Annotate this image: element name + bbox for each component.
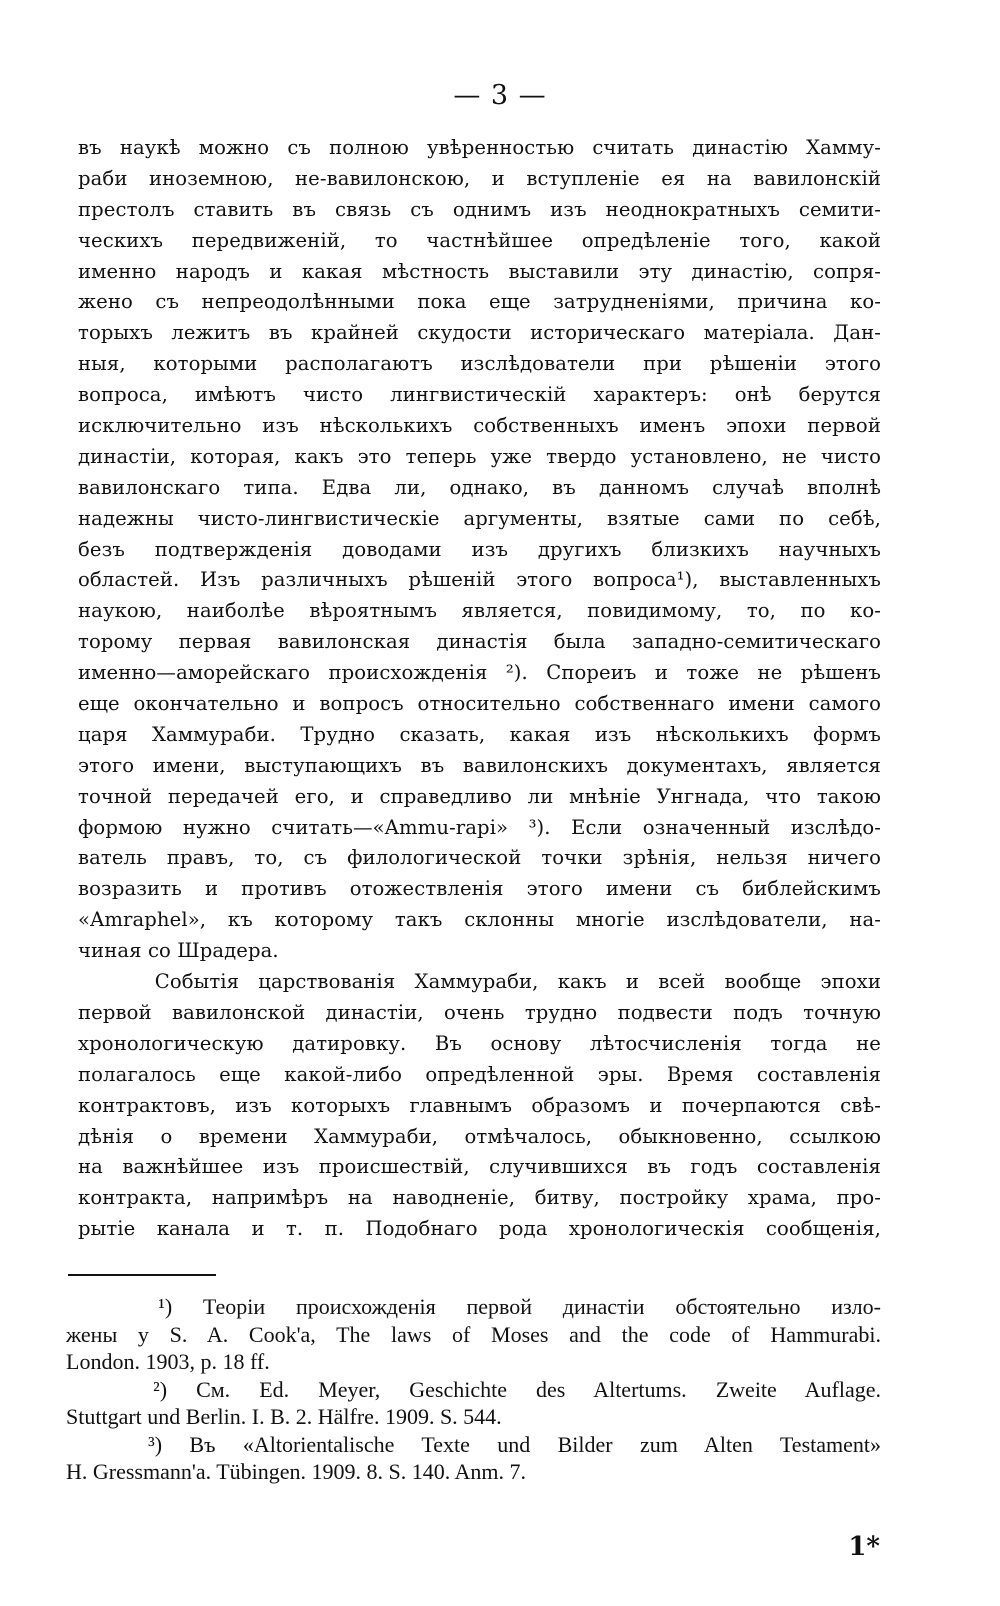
footnote-line: ¹) Теоріи происхожденія первой династіи обстоятельно изло- — [66, 1294, 881, 1319]
text-line: вавилонскаго типа. Едва ли, однако, въ данномъ случаѣ вполнѣ — [78, 475, 881, 499]
text-line: вопроса, имѣютъ чисто лингвистическій характеръ: онѣ берутся — [78, 383, 881, 407]
text-line: формою нужно считать—«Ammu-rapi» ³). Если означенный изслѣдо- — [78, 815, 881, 839]
text-line: ческихъ передвиженій, то частнѣйшее опредѣленіе того, какой — [78, 228, 881, 252]
text-line: исключительно изъ нѣсколькихъ собственныхъ именъ эпохи первой — [78, 414, 881, 438]
text-line: «Amraphel», къ которому такъ склонны многіе изслѣдователи, на- — [78, 908, 881, 932]
footnote-line: London. 1903, p. 18 ff. — [66, 1349, 270, 1374]
text-line: контрактовъ, изъ которыхъ главнымъ образомъ и почерпаются свѣ- — [78, 1093, 881, 1117]
text-line: династіи, которая, какъ это теперь уже твердо установлено, не чисто — [78, 444, 881, 468]
page-number: — 3 — — [453, 80, 547, 111]
footnote-line: Stuttgart und Berlin. I. B. 2. Hälfre. 1909. S. 544. — [66, 1404, 502, 1429]
text-line: первой вавилонской династіи, очень трудно подвести подъ точную — [78, 1000, 881, 1024]
text-line: ныя, которыми располагаютъ изслѣдователи при рѣшеніи этого — [78, 352, 881, 376]
text-line: Событія царствованія Хаммураби, какъ и всей вообще эпохи — [78, 970, 881, 994]
text-line: безъ подтвержденія доводами изъ другихъ близкихъ научныхъ — [78, 537, 881, 561]
footnote-line: жены у S. A. Cook'a, The laws of Moses and the code of Hammurabi. — [66, 1321, 881, 1347]
text-line: надежны чисто-лингвистическіе аргументы, взятые сами по себѣ, — [78, 506, 881, 530]
footnote-divider — [68, 1274, 216, 1276]
text-line: рытіе канала и т. п. Подобнаго рода хронологическія сообщенія, — [78, 1217, 881, 1241]
footnotes — [66, 1293, 881, 1486]
text-line: хронологическую датировку. Въ основу лѣтосчисленія тогда не — [78, 1031, 881, 1055]
footnote-line: H. Gressmann'a. Tübingen. 1909. 8. S. 140. Anm. 7. — [66, 1459, 527, 1484]
text-line: возразить и противъ отожествленія этого имени съ библейскимъ — [78, 877, 881, 901]
text-line: престолъ ставить въ связь съ однимъ изъ неоднократныхъ семити- — [78, 197, 881, 221]
text-line: еще окончательно и вопросъ относительно собственнаго имени самого — [78, 692, 881, 716]
text-line: наукою, наиболѣе вѣроятнымъ является, повидимому, то, по ко- — [78, 599, 881, 623]
text-line: точной передачей его, и справедливо ли мнѣніе Унгнада, что такою — [78, 784, 881, 808]
text-line: полагалось еще какой-либо опредѣленной эры. Время составленія — [78, 1062, 881, 1086]
text-line: именно народъ и какая мѣстность выставили эту династію, сопря- — [78, 259, 881, 283]
text-line: на важнѣйшее изъ происшествій, случившихся въ годъ составленія — [78, 1155, 881, 1179]
text-line: именно—аморейскаго происхожденія ²). Спореиъ и тоже не рѣшенъ — [78, 661, 881, 685]
text-line: контракта, напримѣръ на наводненіе, битву, постройку храма, про- — [78, 1186, 881, 1210]
text-line: торому первая вавилонская династія была западно-семитическаго — [78, 630, 881, 654]
text-line: областей. Изъ различныхъ рѣшеній этого вопроса¹), выставленныхъ — [78, 568, 881, 592]
text-line: дѣнія о времени Хаммураби, отмѣчалось, обыкновенно, ссылкою — [78, 1124, 881, 1148]
text-line: чиная со Шрадера. — [78, 939, 279, 963]
text-line: ватель правъ, то, съ филологической точки зрѣнія, нельзя ничего — [78, 846, 881, 870]
text-line: раби иноземною, не-вавилонскою, и вступленіе ея на вавилонскій — [78, 166, 881, 190]
body-text — [78, 133, 881, 1245]
signature-mark: 1* — [848, 1532, 880, 1562]
footnote-line: ²) См. Ed. Meyer, Geschichte des Altertums. Zweite Auflage. — [66, 1376, 881, 1402]
footnote-line: ³) Въ «Altorientalische Texte und Bilder zum Alten Testament» — [66, 1431, 881, 1457]
text-line: въ наукѣ можно съ полною увѣренностью считать династію Хамму- — [78, 136, 881, 159]
text-line: жено съ непреодолѣнными пока еще затрудненіями, причина ко- — [78, 290, 881, 314]
text-line: торыхъ лежитъ въ крайней скудости историческаго матеріала. Дан- — [78, 321, 881, 345]
text-line: этого имени, выступающихъ въ вавилонскихъ документахъ, является — [78, 753, 881, 777]
text-line: царя Хаммураби. Трудно сказать, какая изъ нѣсколькихъ формъ — [78, 722, 881, 746]
